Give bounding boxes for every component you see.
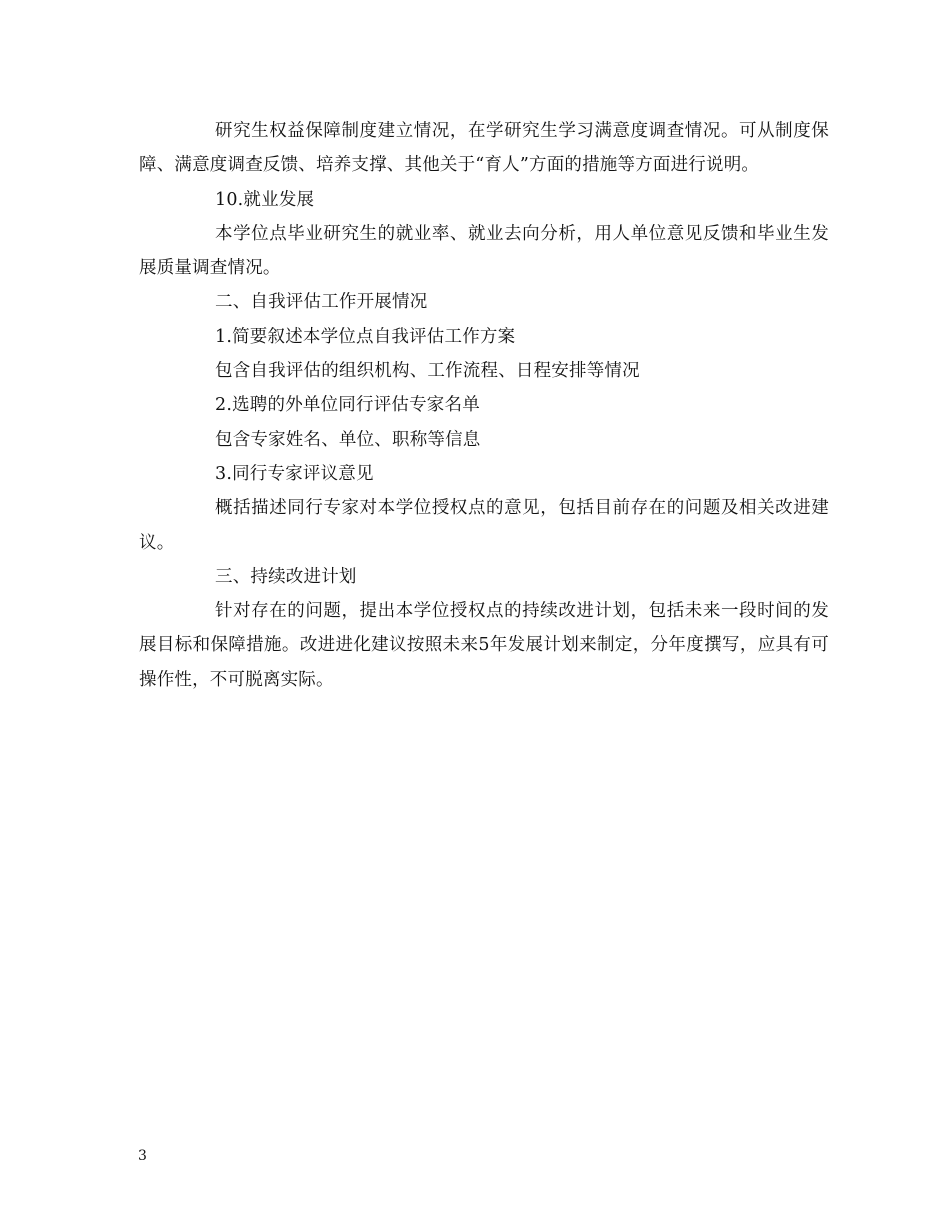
heading-evaluation-plan: 1.简要叙述本学位点自我评估工作方案 [215, 326, 516, 347]
paragraph-evaluation-plan: 包含自我评估的组织机构、工作流程、日程安排等情况 [215, 361, 640, 382]
heading-expert-opinions: 3.同行专家评议意见 [215, 463, 374, 484]
heading-self-evaluation: 二、自我评估工作开展情况 [215, 292, 428, 313]
paragraph-rights-protection: 研究生权益保障制度建立情况，在学研究生学习满意度调查情况。可从制度保障、满意度调查反馈、培养支撑、其他关于“育人”方面的措施等方面进行说明。 [139, 121, 829, 176]
heading-employment: 10.就业发展 [215, 189, 315, 210]
document-body [139, 114, 829, 697]
paragraph-employment: 本学位点毕业研究生的就业率、就业去向分析，用人单位意见反馈和毕业生发展质量调查情况。 [139, 223, 829, 279]
paragraph-expert-opinions: 概括描述同行专家对本学位授权点的意见，包括目前存在的问题及相关改进建议。 [139, 498, 829, 553]
heading-expert-list: 2.选聘的外单位同行评估专家名单 [215, 395, 480, 416]
page-number: 3 [138, 1148, 147, 1164]
heading-improvement-plan: 三、持续改进计划 [215, 566, 357, 587]
paragraph-improvement-plan: 针对存在的问题，提出本学位授权点的持续改进计划，包括未来一段时间的发展目标和保障措施。改进进化建议按照未来5年发展计划来制定，分年度撰写，应具有可操作性，不可脱离实际。 [139, 601, 829, 690]
paragraph-expert-list: 包含专家姓名、单位、职称等信息 [215, 429, 481, 450]
